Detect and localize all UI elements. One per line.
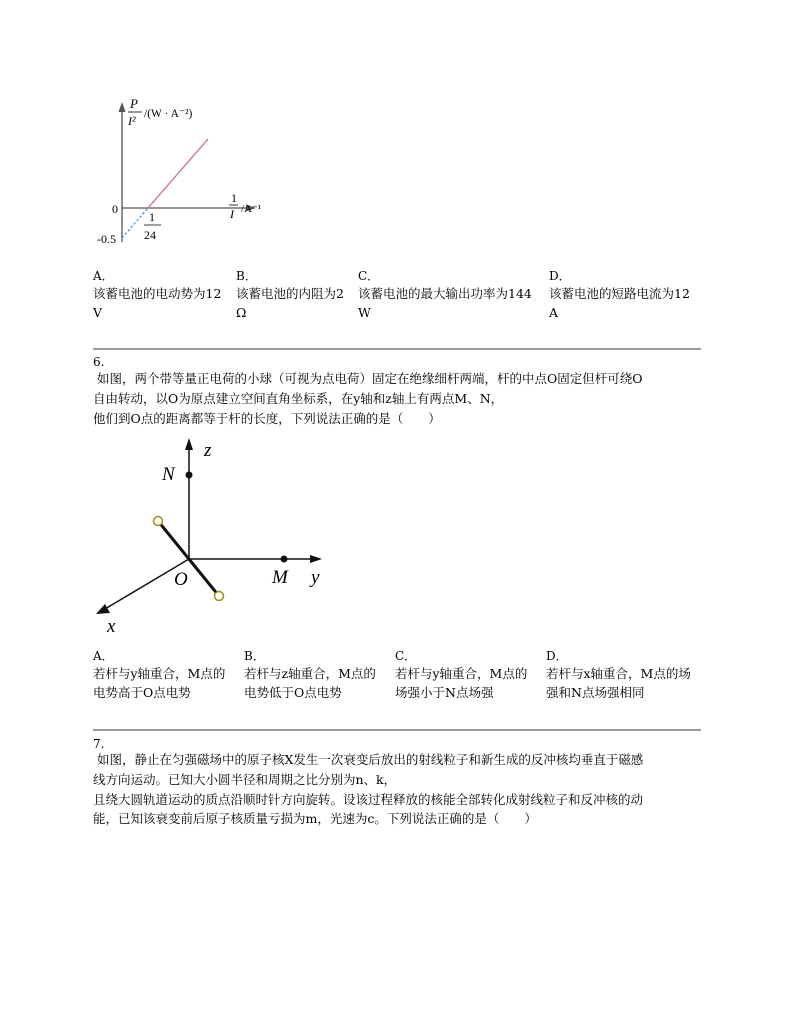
q5-option-a[interactable] — [93, 268, 221, 322]
q6-point-n — [186, 472, 193, 479]
q6-option-d[interactable] — [546, 648, 691, 702]
q6-x-label: x — [107, 616, 116, 637]
q6-option-b[interactable] — [244, 648, 376, 702]
q6-stem-line2: 自由转动，以O为原点建立空间直角坐标系，在y轴和z轴上有两点M、N， — [93, 391, 504, 406]
q6-option-a-letter: A． — [93, 649, 114, 663]
q5-option-a-line2: V — [93, 305, 103, 320]
graph-data-line — [148, 139, 208, 208]
q6-option-c-line2: 场强小于N点场强 — [395, 685, 494, 700]
q5-option-d-letter: D． — [549, 269, 571, 283]
q6-option-c-line1: 若杆与y轴重合，M点的 — [395, 666, 528, 681]
divider-q5-q6 — [93, 348, 701, 350]
q5-option-a-letter: A． — [93, 269, 114, 283]
q6-stem-line3: 他们到O点的距离都等于杆的长度，下列说法正确的是（ ） — [93, 411, 441, 426]
q6-z-label: z — [204, 440, 212, 461]
q5-option-c-line1: 该蓄电池的最大输出功率为144 — [358, 286, 532, 301]
graph-origin-label: 0 — [112, 202, 118, 216]
q6-option-b-line1: 若杆与z轴重合，M点的 — [244, 666, 376, 681]
graph-x-label-den: I — [230, 207, 234, 221]
q6-coordinate-figure — [90, 432, 340, 637]
q6-m-label: M — [272, 567, 288, 588]
q5-option-a-line1: 该蓄电池的电动势为12 — [93, 286, 222, 301]
power-current-graph — [90, 92, 280, 252]
graph-y-unit: /(W · A⁻²) — [144, 108, 193, 120]
q5-option-d-line1: 该蓄电池的短路电流为12 — [549, 286, 690, 301]
graph-y-label-num: P — [130, 96, 138, 111]
q6-point-m — [281, 556, 288, 563]
q6-ball-lower — [215, 592, 224, 601]
q6-n-label: N — [162, 464, 175, 485]
q6-option-c-letter: C． — [395, 649, 417, 663]
q5-option-b-line2: Ω — [236, 305, 247, 320]
q7-stem-line4: 能，已知该衰变前后原子核质量亏损为m，光速为c。下列说法正确的是（ ） — [93, 811, 537, 826]
graph-y-intercept-label: -0.5 — [97, 232, 116, 246]
q6-number: 6. — [93, 355, 105, 369]
q7-stem-line2: 线方向运动。已知大小圆半径和周期之比分别为n、k， — [93, 772, 397, 787]
q6-x-arrow — [96, 604, 110, 614]
q6-option-a[interactable] — [93, 648, 225, 702]
q5-option-d[interactable] — [549, 268, 690, 322]
graph-y-label-den: I² — [128, 114, 136, 128]
q6-z-arrow — [185, 438, 193, 450]
graph-x-intercept-num: 1 — [149, 210, 155, 224]
q7-stem-line1: 如图，静止在匀强磁场中的原子核X发生一次衰变后放出的射线粒子和新生成的反冲核均垂直于磁感 — [97, 752, 644, 767]
q5-option-b-line1: 该蓄电池的内阻为2 — [236, 286, 344, 301]
q6-option-b-letter: B． — [244, 649, 265, 663]
q5-option-b[interactable] — [236, 268, 344, 322]
divider-q6-q7 — [93, 729, 701, 731]
q6-ball-upper — [154, 517, 163, 526]
q6-option-c[interactable] — [395, 648, 527, 702]
q5-option-c[interactable] — [358, 268, 532, 322]
q5-option-c-line2: W — [358, 305, 371, 320]
graph-y-arrow — [119, 102, 126, 112]
q7-stem-line3: 且绕大圆轨道运动的质点沿顺时针方向旋转。设该过程释放的核能全部转化成射线粒子和反冲核的动 — [93, 792, 644, 807]
q6-stem-line1: 如图，两个带等量正电荷的小球（可视为点电荷）固定在绝缘细杆两端，杆的中点O固定但杆可绕O — [97, 371, 643, 386]
q6-option-d-line2: 强和N点场强相同 — [546, 685, 645, 700]
graph-x-label-num: 1 — [231, 191, 237, 205]
q5-option-d-line2: A — [549, 305, 559, 320]
graph-x-unit: /A⁻¹ — [241, 203, 262, 215]
q7-number: 7. — [93, 737, 105, 751]
graph-x-intercept-den: 24 — [144, 228, 156, 242]
q6-y-label: y — [311, 567, 320, 588]
q6-option-d-letter: D． — [546, 649, 568, 663]
q6-option-a-line2: 电势高于O点电势 — [93, 685, 191, 700]
q6-y-arrow — [310, 555, 322, 563]
q6-option-b-line2: 电势低于O点电势 — [244, 685, 342, 700]
q6-option-a-line1: 若杆与y轴重合，M点的 — [93, 666, 226, 681]
q5-option-b-letter: B． — [236, 269, 257, 283]
q5-option-c-letter: C． — [358, 269, 380, 283]
q6-o-label: O — [174, 569, 188, 590]
q6-option-d-line1: 若杆与x轴重合，M点的场 — [546, 666, 691, 681]
